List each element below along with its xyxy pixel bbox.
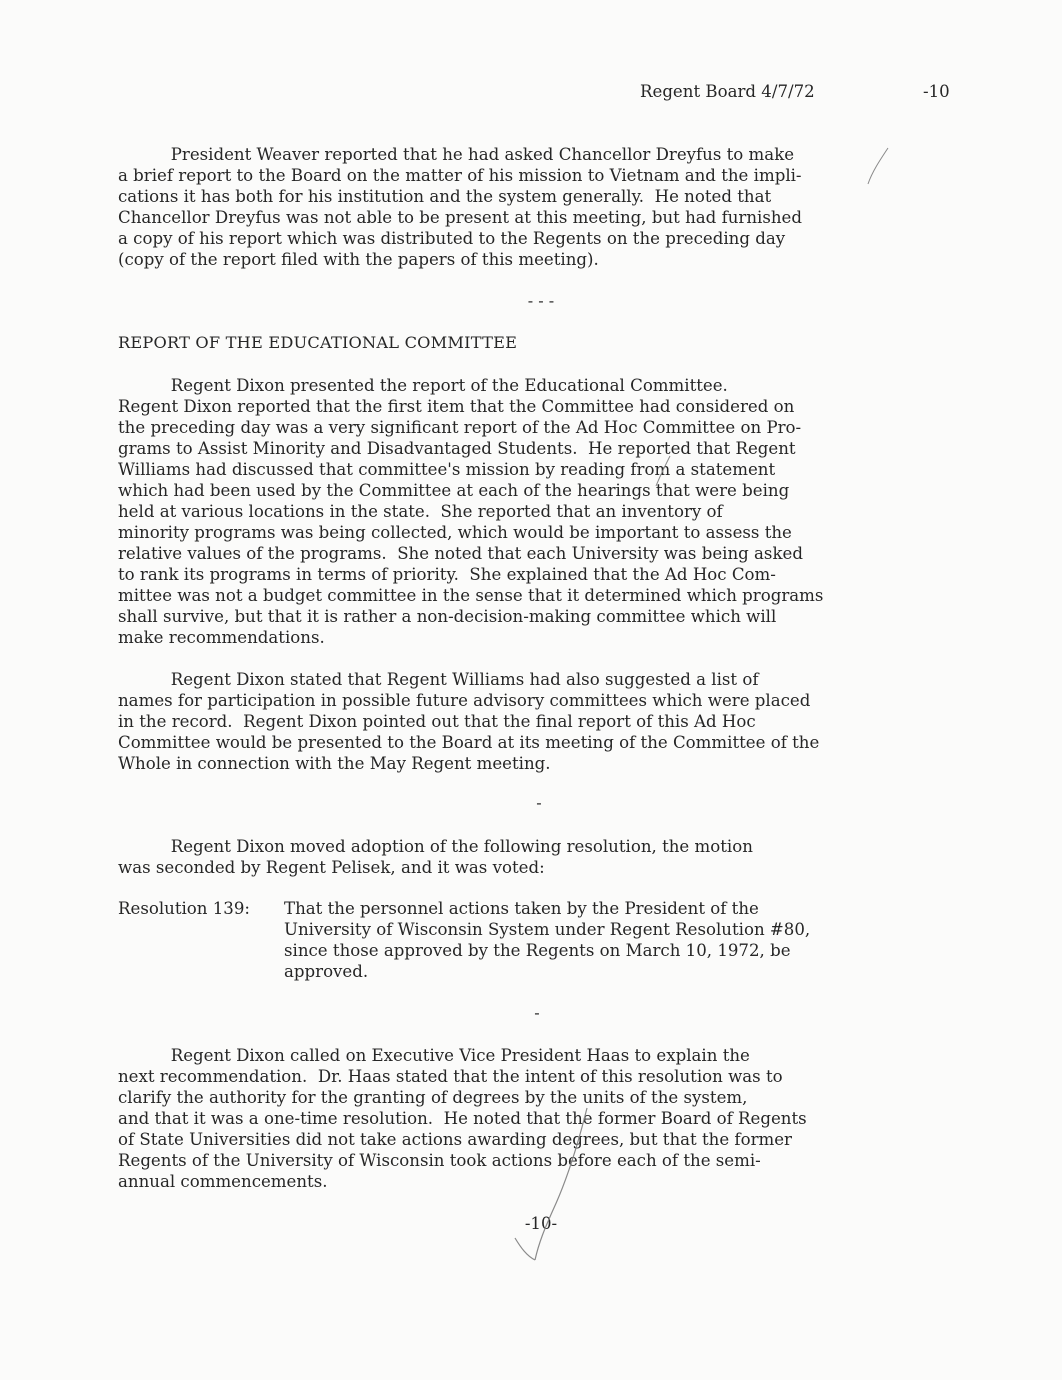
paragraph-advisory-committees: Regent Dixon stated that Regent Williams had also suggested a list of names for participation in possible future advisory committees which were placed in the record. Regent Dixon pointed out that the final report of this Ad Hoc Committee would be presented to the Board at its meeting of the Committee of the Whole in connection with the May Regent meeting. bbox=[118, 670, 820, 773]
section-separator: - - - bbox=[527, 291, 555, 310]
paragraph-degrees: Regent Dixon called on Executive Vice President Haas to explain the next recommendation. Dr. Haas stated that the intent of this resolution was to clarify the authority for the granting of degrees by the units of the system, and that it was a one-time resolution. He noted that the former Board of Regents of State Universities did not take actions awarding degrees, but that the former Regents of the University of Wisconsin took actions before each of the semi- annual commencements. bbox=[118, 1046, 807, 1191]
paragraph-educational-committee: Regent Dixon presented the report of the Educational Committee. Regent Dixon reported that the first item that the Committee had considered on the preceding day was a very significant report of the Ad Hoc Committee on Pro- grams to Assist Minority and Disadvantaged Students. He reported that Regent Williams had discussed that committee's mission by reading from a statement which had been used by the Committee at each of the hearings that were being held at various locations in the state. She reported that an inventory of minority programs was being collected, which would be important to assess the relative values of the programs. She noted that each University was being asked to rank its programs in terms of priority. She explained that the Ad Hoc Com- mittee was not a budget committee in the sense that it determined which programs shall survive, but that it is rather a non-decision-making committee which will make recommendations. bbox=[118, 376, 824, 647]
section-separator: - bbox=[534, 1003, 540, 1022]
section-separator: - bbox=[536, 793, 542, 812]
section-heading: REPORT OF THE EDUCATIONAL COMMITTEE bbox=[118, 333, 518, 352]
page-header bbox=[640, 81, 960, 103]
paragraph-motion: Regent Dixon moved adoption of the following resolution, the motion was seconded by Regent Pelisek, and it was voted: bbox=[118, 837, 753, 877]
resolution-label: Resolution 139: bbox=[118, 899, 251, 918]
paragraph-chancellor-report: President Weaver reported that he had asked Chancellor Dreyfus to make a brief report to the Board on the matter of his mission to Vietnam and the impli- cations it has both for his institution and the system generally. He noted that Chancellor Dreyfus was not able to be present at this meeting, but had furnished a copy of his report which was distributed to the Regents on the preceding day (copy of the report filed with the papers of this meeting). bbox=[118, 145, 802, 269]
resolution-text: That the personnel actions taken by the President of the University of Wisconsin System under Regent Resolution #80, since those approved by the Regents on March 10, 1972, be approved. bbox=[284, 899, 811, 981]
page-footer bbox=[0, 1213, 1062, 1234]
header-title: Regent Board 4/7/72 bbox=[640, 82, 815, 101]
header-page-number: -10 bbox=[923, 82, 950, 101]
footer-page-number: -10- bbox=[524, 1214, 558, 1233]
